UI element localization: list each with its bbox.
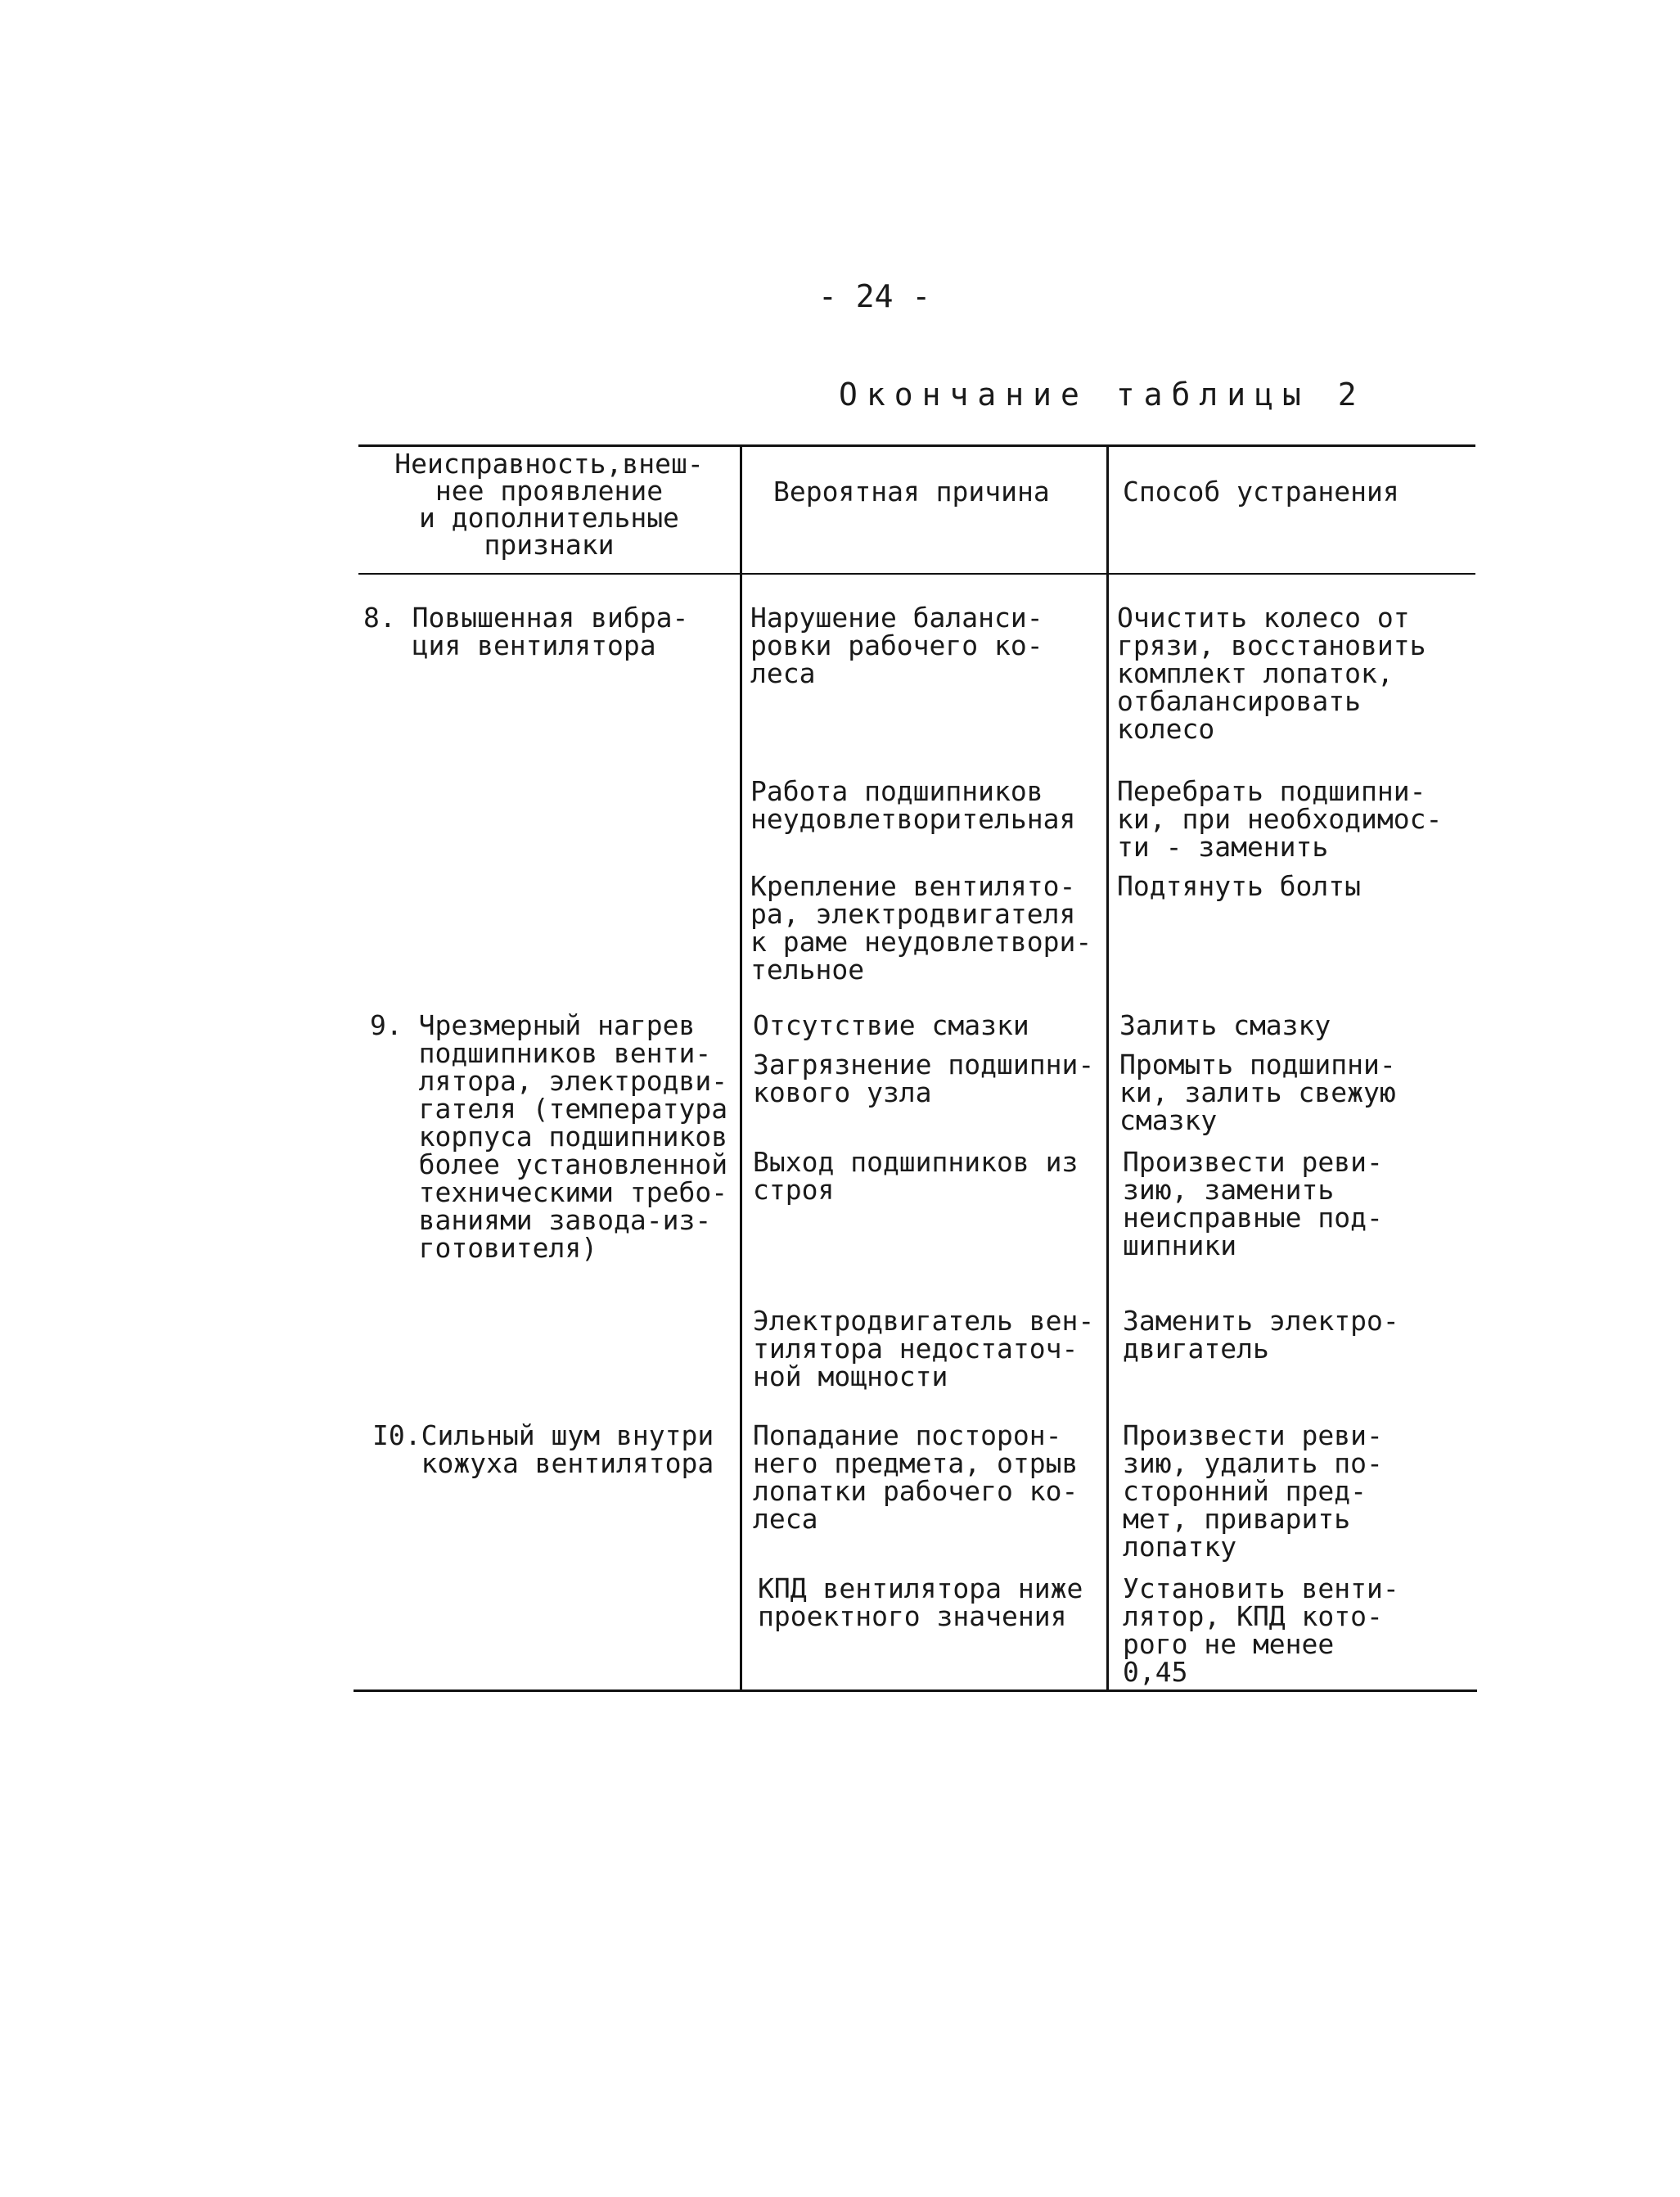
row-cause: Загрязнение подшипни- кового узла [753,1049,1095,1108]
row-fault: I0.Сильный шум внутри кожуха вентилятора [372,1419,714,1479]
row-remedy: Установить венти- лятор, КПД кото- рого не менее 0,45 [1123,1572,1399,1688]
row-cause: Нарушение баланси- ровки рабочего ко- леса [750,602,1043,689]
row-remedy: Очистить колесо от грязи, восстановить комплект лопаток, отбалансировать колесо [1117,602,1426,745]
column-divider-1 [740,444,742,1690]
header-cause: Вероятная причина [773,476,1050,508]
row-cause: КПД вентилятора ниже проектного значения [758,1572,1083,1632]
row-cause: Крепление вентилято- ра, электродвигателя к раме неудовлетвори- тельное [750,870,1092,986]
row-remedy: Промыть подшипни- ки, залить свежую смазку [1119,1049,1396,1136]
row-remedy: Произвести реви- зию, удалить по- сторонний пред- мет, приварить лопатку [1123,1419,1383,1563]
row-cause: Работа подшипников неудовлетворительная [750,775,1076,835]
page-number: - 24 - [818,278,931,314]
row-remedy: Произвести реви- зию, заменить неисправные под- шипники [1123,1146,1383,1261]
row-remedy: Заменить электро- двигатель [1123,1305,1399,1365]
header-remedy: Способ устранения [1123,476,1399,508]
row-fault: 8. Повышенная вибра- ция вентилятора [363,602,689,661]
row-cause: Электродвигатель вен- тилятора недостаточ- ной мощности [753,1305,1095,1392]
row-remedy: Подтянуть болты [1117,870,1362,902]
row-cause: Выход подшипников из строя [753,1146,1079,1206]
row-remedy: Перебрать подшипни- ки, при необходимос- ти - заменить [1117,775,1443,863]
header-bottom-rule [358,573,1475,575]
row-cause: Отсутствие смазки [753,1009,1029,1041]
table-bottom-rule [354,1689,1477,1692]
header-fault: Неисправность,внеш- нее проявление и дополнительные признаки [394,448,704,561]
row-fault: 9. Чрезмерный нагрев подшипников венти- лятора, электродви- гателя (температура корпуса подшипников более установленной техническими требо- ваниями завода-из- готовителя) [370,1009,728,1264]
column-divider-2 [1106,444,1109,1690]
row-remedy: Залить смазку [1119,1009,1331,1041]
table-caption: Окончание таблицы 2 [839,377,1366,413]
table-top-rule [358,444,1475,447]
row-cause: Попадание посторон- него предмета, отрыв лопатки рабочего ко- леса [753,1419,1079,1535]
